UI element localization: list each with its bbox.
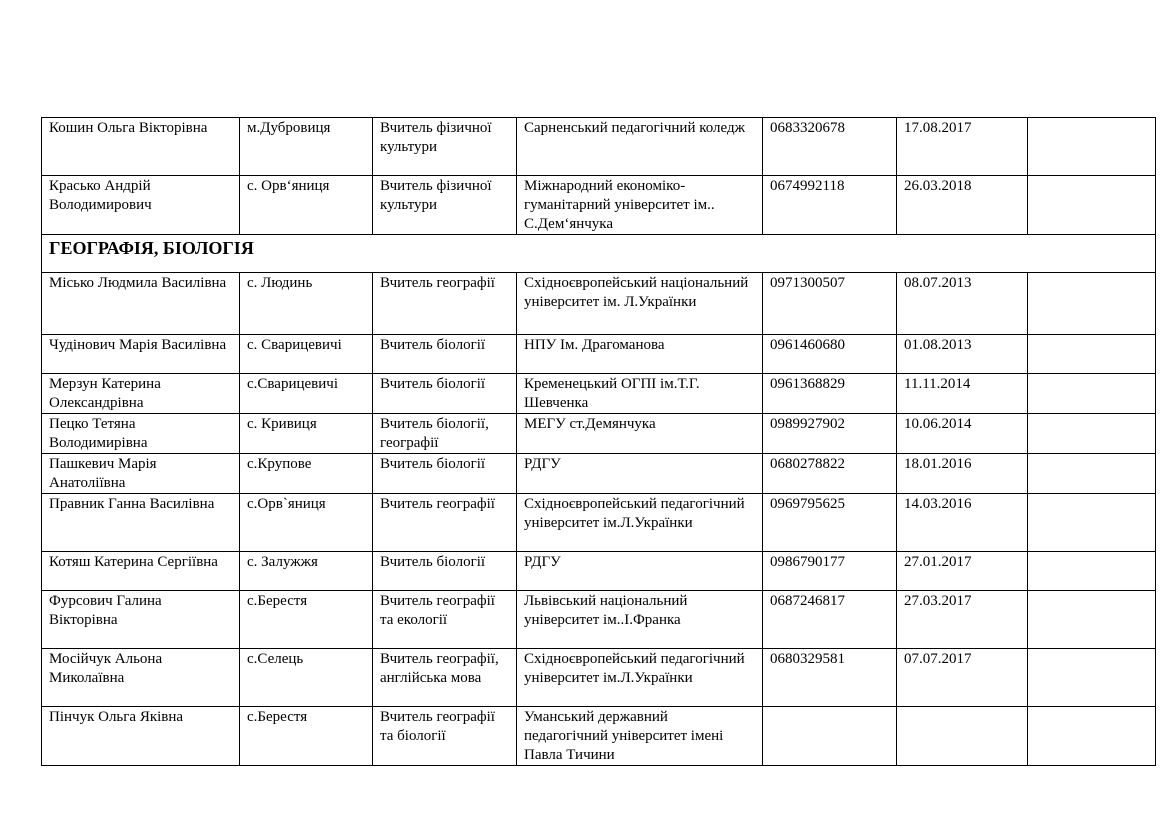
staff-table (41, 117, 1156, 766)
cell-education: Східноєвропейський педагогічний університет ім.Л.Українки (517, 649, 763, 707)
cell-date: 18.01.2016 (897, 454, 1028, 494)
cell-phone: 0961368829 (763, 374, 897, 414)
cell-phone: 0971300507 (763, 273, 897, 335)
cell-phone: 0986790177 (763, 552, 897, 591)
cell-note (1028, 335, 1156, 374)
cell-phone: 0680329581 (763, 649, 897, 707)
cell-position: Вчитель біології, географії (373, 414, 517, 454)
table-row (42, 494, 1156, 552)
cell-location: с.Берестя (240, 591, 373, 649)
cell-education: Кременецький ОГПІ ім.Т.Г. Шевченка (517, 374, 763, 414)
cell-date: 17.08.2017 (897, 118, 1028, 176)
cell-phone: 0687246817 (763, 591, 897, 649)
table-row (42, 454, 1156, 494)
cell-note (1028, 118, 1156, 176)
cell-date: 08.07.2013 (897, 273, 1028, 335)
cell-education: МЕГУ ст.Демянчука (517, 414, 763, 454)
cell-phone: 0683320678 (763, 118, 897, 176)
cell-date: 27.01.2017 (897, 552, 1028, 591)
section-title: ГЕОГРАФІЯ, БІОЛОГІЯ (42, 235, 1156, 273)
cell-name: Чудінович Марія Василівна (42, 335, 240, 374)
section-header-row (42, 235, 1156, 273)
cell-position: Вчитель біології (373, 335, 517, 374)
cell-name: Правник Ганна Василівна (42, 494, 240, 552)
cell-education: Уманський державний педагогічний університет імені Павла Тичини (517, 707, 763, 766)
cell-location: с.Берестя (240, 707, 373, 766)
cell-location: с. Залужжя (240, 552, 373, 591)
cell-date: 27.03.2017 (897, 591, 1028, 649)
cell-note (1028, 591, 1156, 649)
table-row (42, 552, 1156, 591)
cell-name: Фурсович Галина Вікторівна (42, 591, 240, 649)
cell-note (1028, 649, 1156, 707)
cell-location: с. Орв‘яниця (240, 176, 373, 235)
cell-phone (763, 707, 897, 766)
cell-date: 07.07.2017 (897, 649, 1028, 707)
cell-name: Пашкевич Марія Анатоліївна (42, 454, 240, 494)
cell-location: с.Орв`яниця (240, 494, 373, 552)
cell-position: Вчитель біології (373, 374, 517, 414)
cell-position: Вчитель фізичної культури (373, 118, 517, 176)
table-row (42, 414, 1156, 454)
cell-education: НПУ Ім. Драгоманова (517, 335, 763, 374)
cell-phone: 0674992118 (763, 176, 897, 235)
cell-note (1028, 552, 1156, 591)
cell-phone: 0989927902 (763, 414, 897, 454)
cell-education: РДГУ (517, 454, 763, 494)
cell-location: с. Кривиця (240, 414, 373, 454)
cell-name: Котяш Катерина Сергіївна (42, 552, 240, 591)
cell-position: Вчитель географії (373, 273, 517, 335)
cell-date: 10.06.2014 (897, 414, 1028, 454)
cell-position: Вчитель географії (373, 494, 517, 552)
cell-note (1028, 273, 1156, 335)
cell-position: Вчитель географії та екології (373, 591, 517, 649)
table-row (42, 374, 1156, 414)
cell-position: Вчитель географії, англійська мова (373, 649, 517, 707)
cell-location: с.Крупове (240, 454, 373, 494)
cell-date: 11.11.2014 (897, 374, 1028, 414)
cell-date: 14.03.2016 (897, 494, 1028, 552)
cell-education: Міжнародний економіко-гуманітарний університет ім.. С.Дем‘янчука (517, 176, 763, 235)
cell-note (1028, 454, 1156, 494)
cell-note (1028, 494, 1156, 552)
cell-name: Пецко Тетяна Володимирівна (42, 414, 240, 454)
cell-note (1028, 374, 1156, 414)
table-row (42, 591, 1156, 649)
cell-phone: 0961460680 (763, 335, 897, 374)
cell-date: 26.03.2018 (897, 176, 1028, 235)
cell-name: Мерзун Катерина Олександрівна (42, 374, 240, 414)
cell-education: Східноєвропейський національний університет ім. Л.Українки (517, 273, 763, 335)
cell-location: с. Людинь (240, 273, 373, 335)
table-row (42, 176, 1156, 235)
cell-location: с. Сварицевичі (240, 335, 373, 374)
cell-position: Вчитель біології (373, 552, 517, 591)
table-row (42, 649, 1156, 707)
cell-note (1028, 176, 1156, 235)
cell-phone: 0969795625 (763, 494, 897, 552)
table-row (42, 273, 1156, 335)
cell-name: Красько Андрій Володимирович (42, 176, 240, 235)
cell-name: Мосійчук Альона Миколаївна (42, 649, 240, 707)
cell-position: Вчитель географії та біології (373, 707, 517, 766)
table-row (42, 335, 1156, 374)
cell-name: Місько Людмила Василівна (42, 273, 240, 335)
cell-location: м.Дубровиця (240, 118, 373, 176)
cell-position: Вчитель фізичної культури (373, 176, 517, 235)
cell-phone: 0680278822 (763, 454, 897, 494)
table-row (42, 118, 1156, 176)
cell-position: Вчитель біології (373, 454, 517, 494)
cell-note (1028, 414, 1156, 454)
cell-education: РДГУ (517, 552, 763, 591)
cell-location: с.Селець (240, 649, 373, 707)
table-row (42, 707, 1156, 766)
cell-date: 01.08.2013 (897, 335, 1028, 374)
cell-name: Пінчук Ольга Яківна (42, 707, 240, 766)
cell-date (897, 707, 1028, 766)
cell-education: Східноєвропейський педагогічний університет ім.Л.Українки (517, 494, 763, 552)
cell-location: с.Сварицевичі (240, 374, 373, 414)
cell-education: Львівський національний університет ім..І.Франка (517, 591, 763, 649)
cell-note (1028, 707, 1156, 766)
cell-education: Сарненський педагогічний коледж (517, 118, 763, 176)
cell-name: Кошин Ольга Вікторівна (42, 118, 240, 176)
